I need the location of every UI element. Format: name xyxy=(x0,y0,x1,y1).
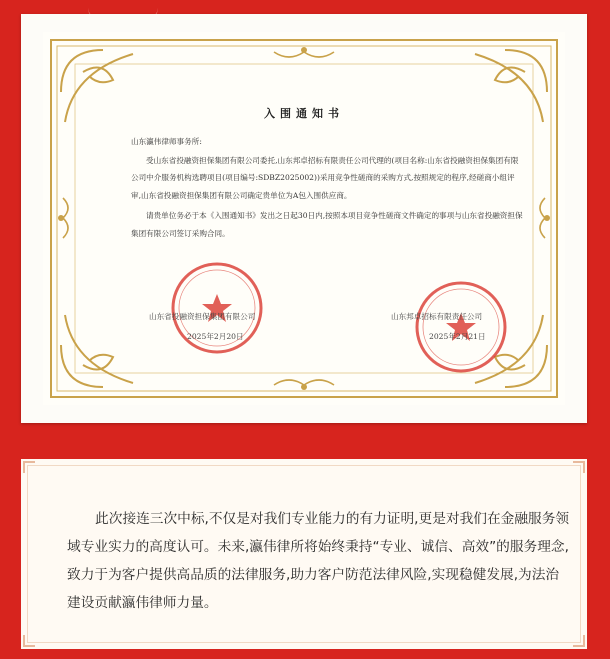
certificate-paragraph-2: 请贵单位务必于本《入围通知书》发出之日起30日内,按照本项目竞争性磋商文件确定的事项与山东省投融资担保集团有限公司签订采购合同。 xyxy=(131,211,523,238)
issuer-right-name: 山东邦卓招标有限责任公司 xyxy=(391,312,483,321)
issuer-left xyxy=(149,311,255,342)
certificate-photo xyxy=(21,14,587,423)
issuer-right xyxy=(391,311,486,342)
certificate-paragraph-1: 受山东省投融资担保集团有限公司委托,山东邦卓招标有限责任公司代理的(项目名称:山东省投融资担保集团有限公司中介服务机构选聘项目(项目编号:SDBZ2025002))采用竞争性磋商的采购方式,按照规定的程序,经磋商小组评审,山东省投融资担保集团有限公司确定贵单位为A包入围供应商。 xyxy=(131,155,519,200)
certificate-title: 入围通知书 xyxy=(264,107,344,120)
certificate xyxy=(43,32,565,405)
corner-ornament xyxy=(23,461,35,473)
corner-ornament xyxy=(23,635,35,647)
issuer-left-name: 山东省投融资担保集团有限公司 xyxy=(149,312,256,321)
corner-ornament xyxy=(573,635,585,647)
issuer-right-date: 2025年2月21日 xyxy=(429,332,486,341)
summary-text: 此次接连三次中标,不仅是对我们专业能力的有力证明,更是对我们在金融服务领域专业实力的高度认可。未来,瀛伟律所将始终秉持“专业、诚信、高效”的服务理念,致力于为客户提供高品质的法律服务,助力客户防范法律风险,实现稳健发展,为法治建设贡献瀛伟律师力量。 xyxy=(67,511,570,611)
corner-ornament xyxy=(573,461,585,473)
certificate-addressee: 山东瀛伟律师事务所: xyxy=(131,137,202,146)
issuer-left-date: 2025年2月20日 xyxy=(187,332,244,341)
certificate-body xyxy=(131,133,523,243)
summary-card xyxy=(21,459,587,649)
